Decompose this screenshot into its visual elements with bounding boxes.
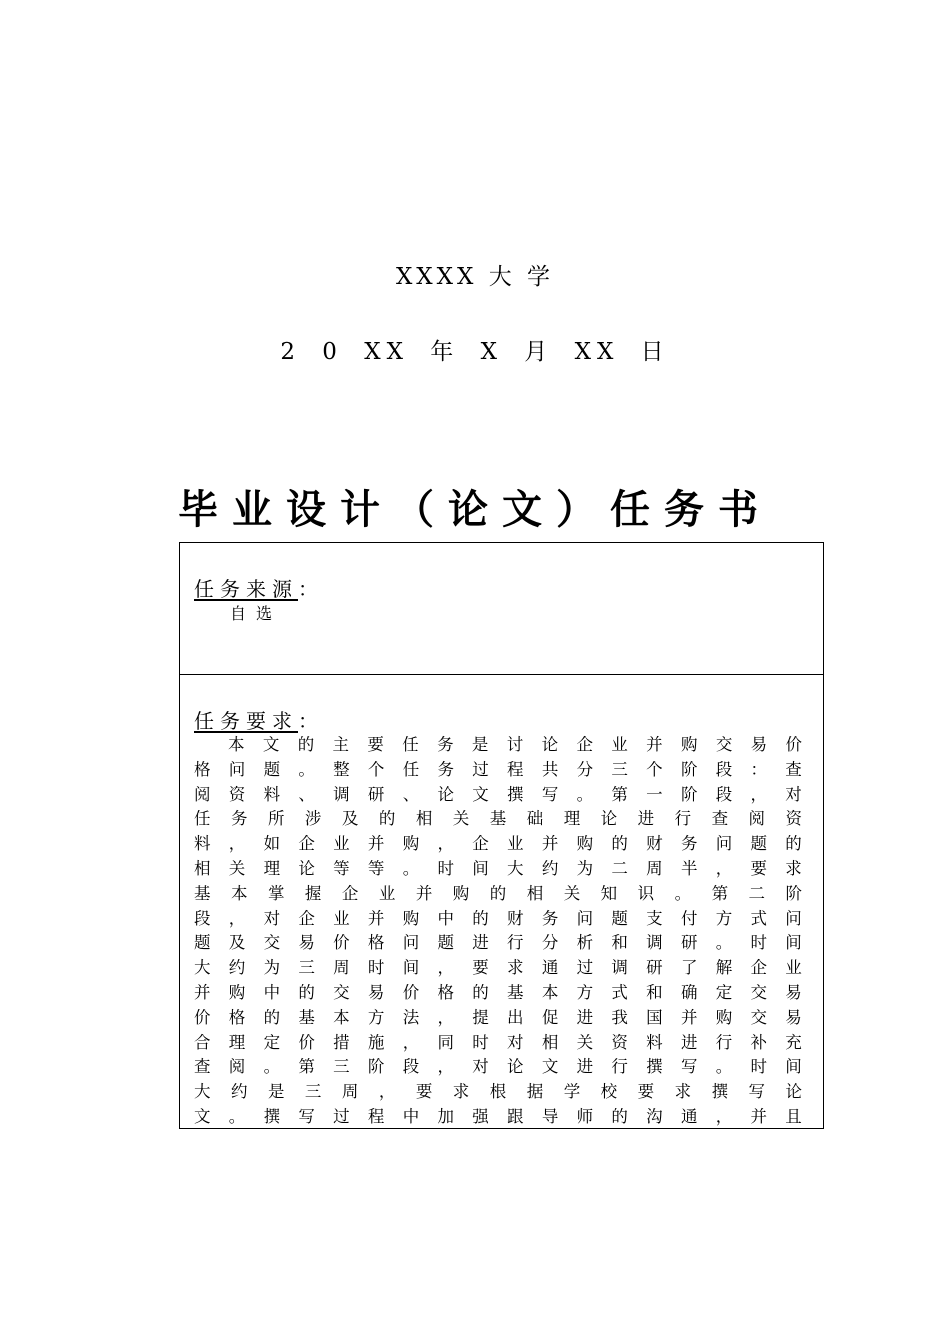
task-source-label: 任务来源 [194, 577, 298, 601]
task-requirements-line: 查 阅 。 第 三 阶 段 ， 对 论 文 进 行 撰 写 。 时 间 [194, 1057, 802, 1077]
task-table [179, 542, 824, 1129]
task-requirements-line: 相 关 理 论 等 等 。 时 间 大 约 为 二 周 半 ， 要 求 [194, 858, 802, 878]
task-requirements-line: 基 本 掌 握 企 业 并 购 的 相 关 知 识 。 第 二 阶 [194, 883, 802, 903]
task-requirements-colon: ： [298, 709, 324, 733]
university-name: XXXX 大 学 [395, 264, 555, 290]
task-source-colon: ： [298, 577, 324, 601]
task-requirements-line: 格 问 题 。 整 个 任 务 过 程 共 分 三 个 阶 段 ： 查 [194, 759, 802, 779]
task-requirements-cell [180, 675, 823, 1128]
task-requirements-line: 段 ， 对 企 业 并 购 中 的 财 务 问 题 支 付 方 式 问 [194, 908, 802, 928]
task-requirements-line: 本 文 的 主 要 任 务 是 讨 论 企 业 并 购 交 易 价 [228, 735, 802, 754]
document-date: 2 0 XX 年 X 月 XX 日 [280, 339, 670, 365]
task-requirements-line: 大 约 是 三 周 ， 要 求 根 据 学 校 要 求 撰 写 论 [194, 1082, 802, 1102]
task-requirements-heading [194, 705, 324, 734]
task-requirements-line: 文 。 撰 写 过 程 中 加 强 跟 导 师 的 沟 通 ， 并 且 [194, 1106, 802, 1126]
task-requirements-line: 料 ， 如 企 业 并 购 ， 企 业 并 购 的 财 务 问 题 的 [194, 834, 802, 854]
task-source-heading [194, 573, 324, 602]
task-requirements-line: 并 购 中 的 交 易 价 格 的 基 本 方 式 和 确 定 交 易 [194, 982, 802, 1002]
task-requirements-line: 合 理 定 价 措 施 ， 同 时 对 相 关 资 料 进 行 补 充 [194, 1032, 802, 1052]
task-source-value: 自选 [230, 604, 283, 623]
task-source-cell [180, 543, 823, 675]
task-requirements-label: 任务要求 [194, 709, 298, 733]
task-requirements-body [194, 733, 802, 1128]
document-title: 毕业设计（论文）任务书 [178, 487, 772, 533]
task-requirements-line: 价 格 的 基 本 方 法 ， 提 出 促 进 我 国 并 购 交 易 [194, 1007, 802, 1027]
task-requirements-line: 大 约 为 三 周 时 间 ， 要 求 通 过 调 研 了 解 企 业 [194, 958, 802, 978]
task-requirements-line: 题 及 交 易 价 格 问 题 进 行 分 析 和 调 研 。 时 间 [194, 933, 802, 953]
task-requirements-line: 阅 资 料 、 调 研 、 论 文 撰 写 。 第 一 阶 段 ， 对 [194, 784, 802, 804]
task-requirements-line: 任 务 所 涉 及 的 相 关 基 础 理 论 进 行 查 阅 资 [194, 809, 802, 829]
